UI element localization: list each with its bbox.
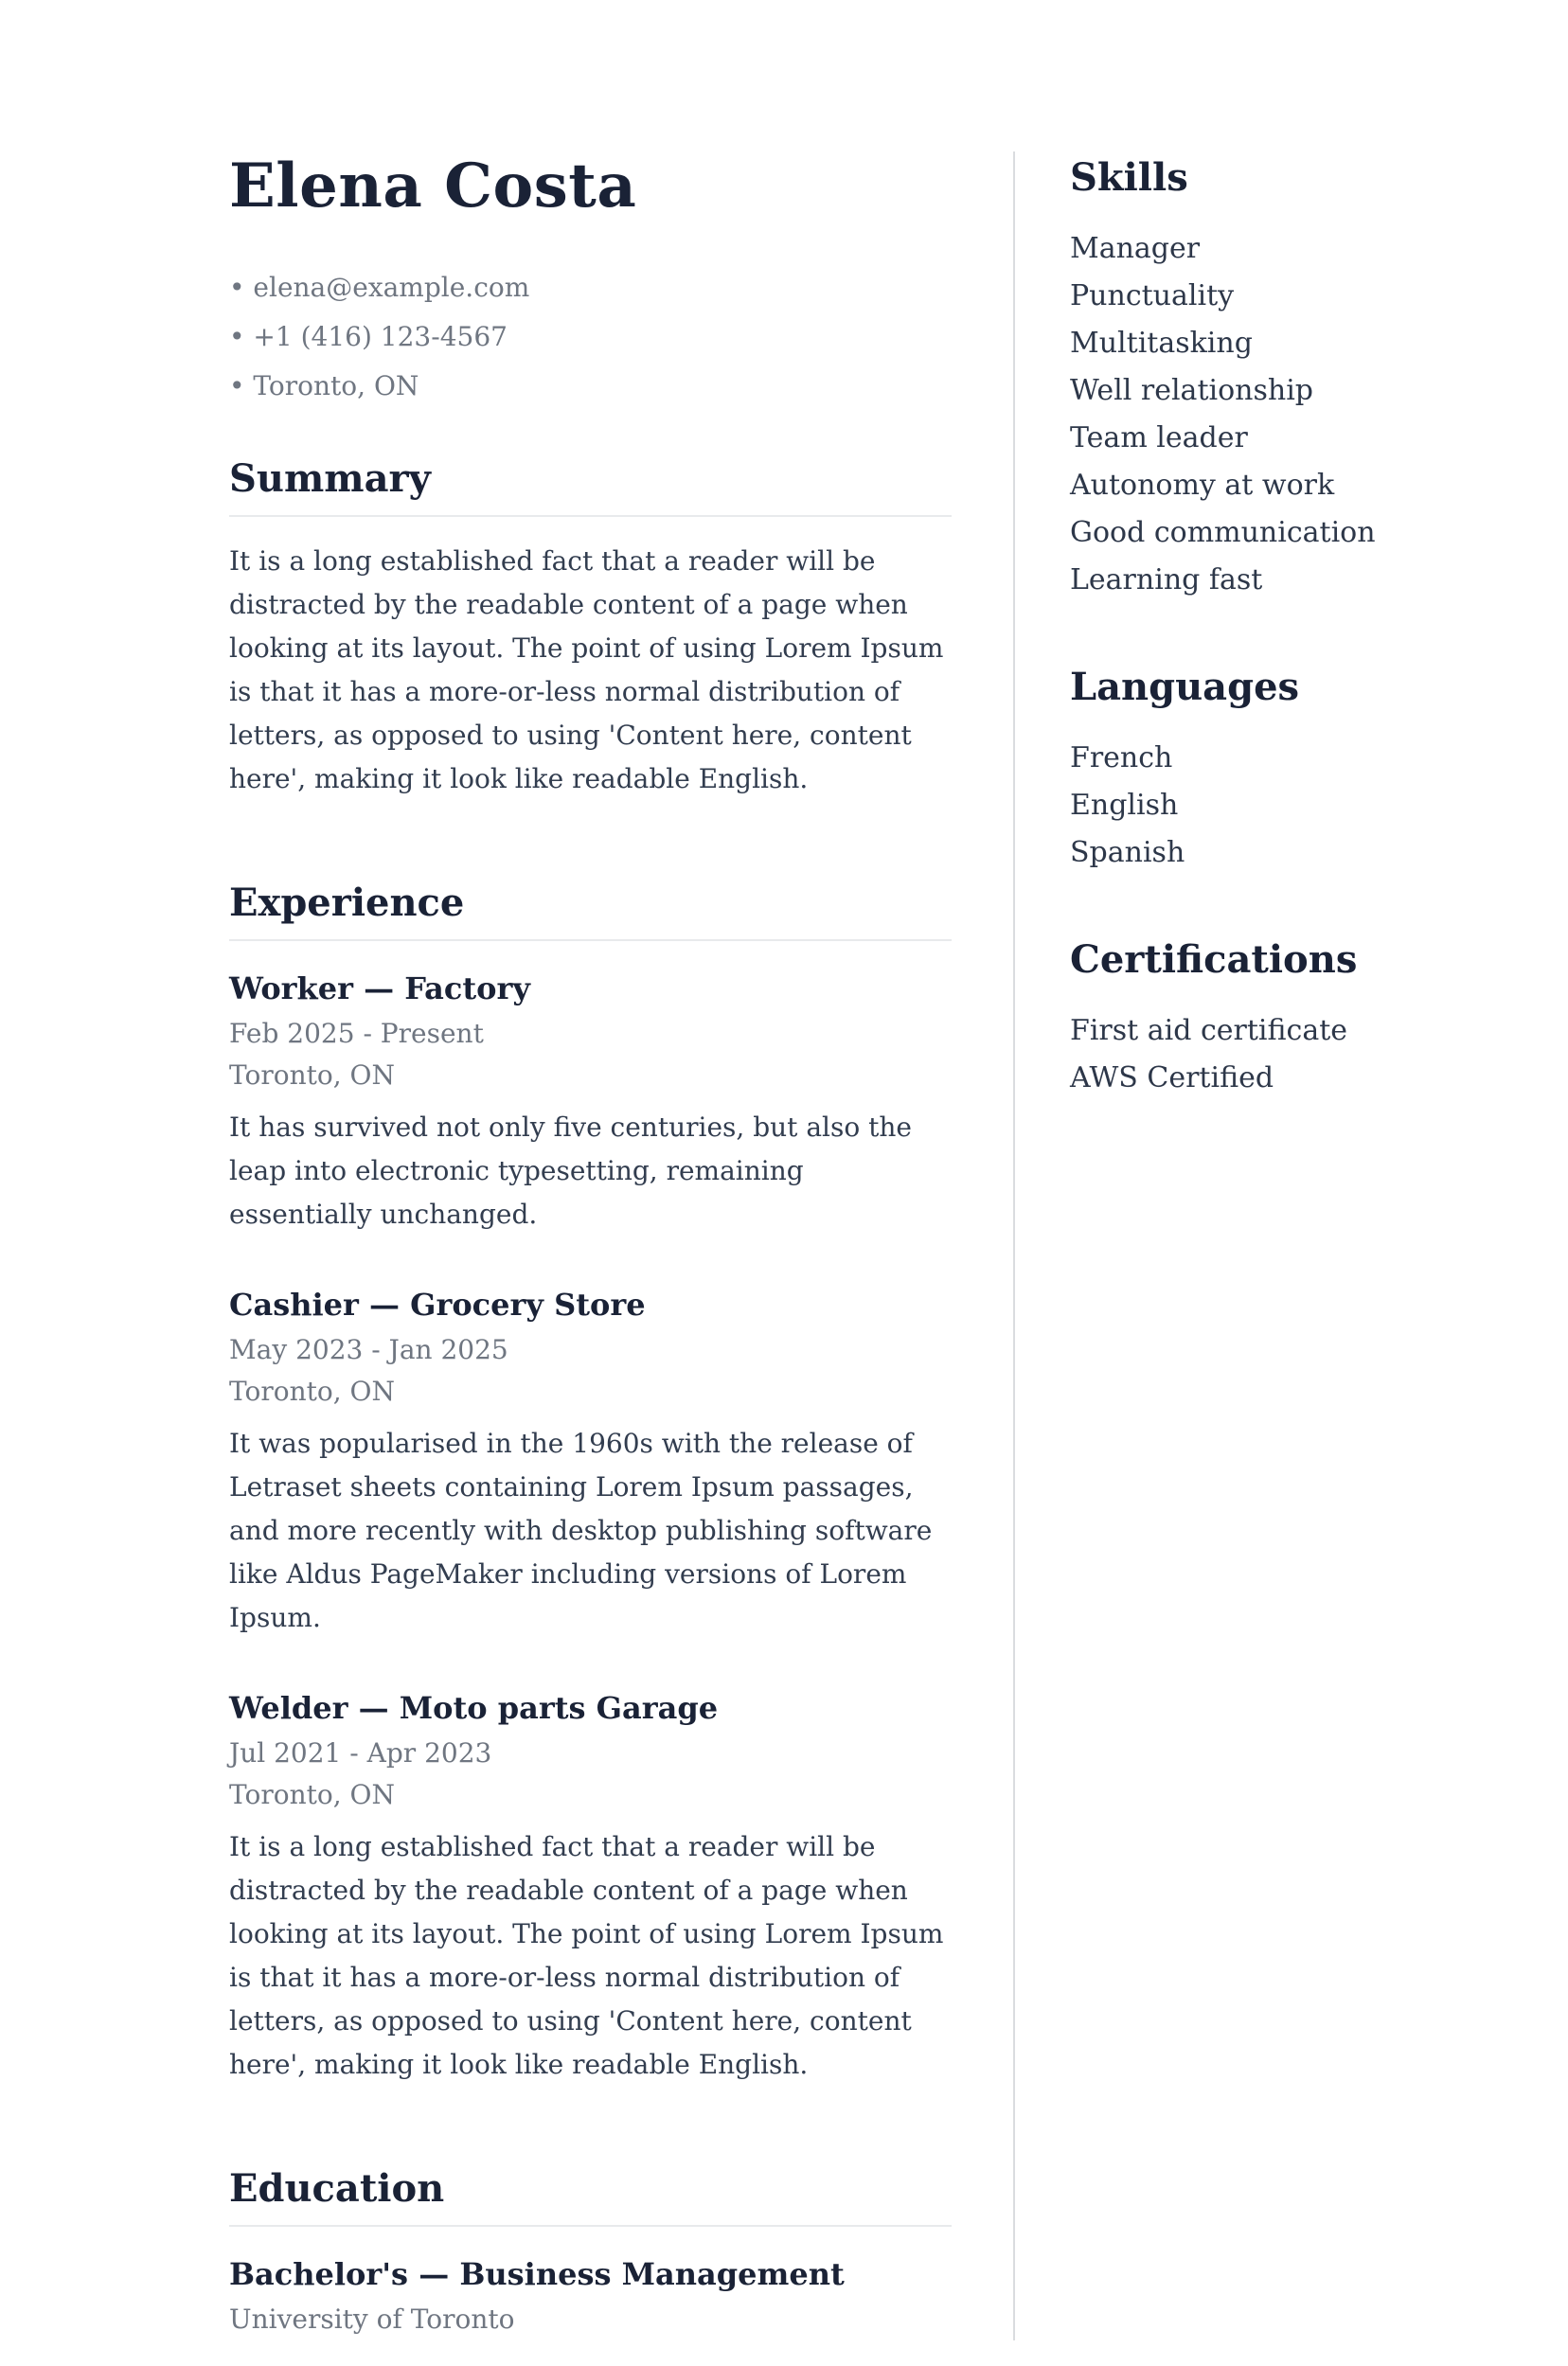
degree-title: Bachelor's — Business Management: [229, 2256, 845, 2293]
job-title: Worker — Factory: [229, 970, 530, 1007]
skills-heading: Skills: [1070, 155, 1188, 200]
contact-phone: • +1 (416) 123-4567: [229, 312, 952, 362]
skills-list: [1070, 225, 1568, 604]
skill-item: Learning fast: [1070, 563, 1263, 596]
job-dates: Feb 2025 - Present: [229, 1018, 484, 1050]
experience-heading: Experience: [229, 881, 952, 941]
language-item: French: [1070, 741, 1173, 774]
languages-heading: Languages: [1070, 665, 1300, 709]
job-meta: [229, 1329, 952, 1413]
education-entry: [229, 2255, 952, 2340]
skill-item: Manager: [1070, 232, 1201, 265]
job-title: Cashier — Grocery Store: [229, 1287, 646, 1324]
certifications-list: [1070, 1007, 1568, 1102]
job-description: It has survived not only five centuries, but also the leap into electronic typesetting, remaining essentially unchanged.: [229, 1112, 912, 1231]
sidebar-column: [1013, 151, 1568, 2340]
school-name: University of Toronto: [229, 2304, 515, 2336]
languages-list: [1070, 735, 1568, 877]
education-heading: Education: [229, 2166, 952, 2227]
section-summary: [229, 456, 952, 801]
certifications-heading: Certifications: [1070, 937, 1358, 982]
certification-item: AWS Certified: [1070, 1061, 1274, 1094]
job-meta: [229, 1733, 952, 1816]
section-education: [229, 2166, 952, 2340]
section-skills: [1070, 155, 1568, 604]
skill-item: Team leader: [1070, 421, 1248, 454]
job-meta: [229, 1013, 952, 1096]
skill-item: Good communication: [1070, 516, 1376, 549]
job-entry: [229, 970, 952, 1236]
language-item: Spanish: [1070, 836, 1185, 869]
section-experience: [229, 881, 952, 2087]
job-description: It was popularised in the 1960s with the release of Letraset sheets containing Lorem Ipsum passages, and more recently with desktop publishing software like Aldus PageMaker including versions of Lorem Ipsum.: [229, 1428, 933, 1634]
job-location: Toronto, ON: [229, 1779, 395, 1811]
person-name: Elena Costa: [229, 151, 637, 222]
section-languages: [1070, 665, 1568, 877]
job-description: It is a long established fact that a reader will be distracted by the readable content of a page when looking at its layout. The point of using Lorem Ipsum is that it has a more-or-less normal distribution of letters, as opposed to using 'Content here, content here', making it look like readable English.: [229, 1831, 944, 2081]
section-certifications: [1070, 937, 1568, 1102]
summary-text: It is a long established fact that a reader will be distracted by the readable content of a page when looking at its layout. The point of using Lorem Ipsum is that it has a more-or-less normal distribution of letters, as opposed to using 'Content here, content here', making it look like readable English.: [229, 545, 944, 795]
skill-item: Multitasking: [1070, 327, 1253, 360]
skill-item: Autonomy at work: [1070, 469, 1335, 502]
skill-item: Well relationship: [1070, 374, 1313, 407]
job-location: Toronto, ON: [229, 1376, 395, 1408]
job-dates: Jul 2021 - Apr 2023: [229, 1737, 492, 1770]
job-title: Welder — Moto parts Garage: [229, 1690, 719, 1727]
resume-page: [0, 151, 1565, 2366]
summary-heading: Summary: [229, 456, 952, 517]
contact-list: [229, 263, 952, 411]
job-entry: [229, 1286, 952, 1640]
job-location: Toronto, ON: [229, 1059, 395, 1092]
certification-item: First aid certificate: [1070, 1014, 1348, 1047]
resume-content: [229, 151, 1565, 2340]
contact-location: • Toronto, ON: [229, 362, 952, 411]
job-dates: May 2023 - Jan 2025: [229, 1334, 508, 1366]
contact-email: • elena@example.com: [229, 263, 952, 312]
job-entry: [229, 1689, 952, 2087]
skill-item: Punctuality: [1070, 279, 1235, 312]
language-item: English: [1070, 789, 1179, 822]
main-column: [229, 151, 952, 2340]
